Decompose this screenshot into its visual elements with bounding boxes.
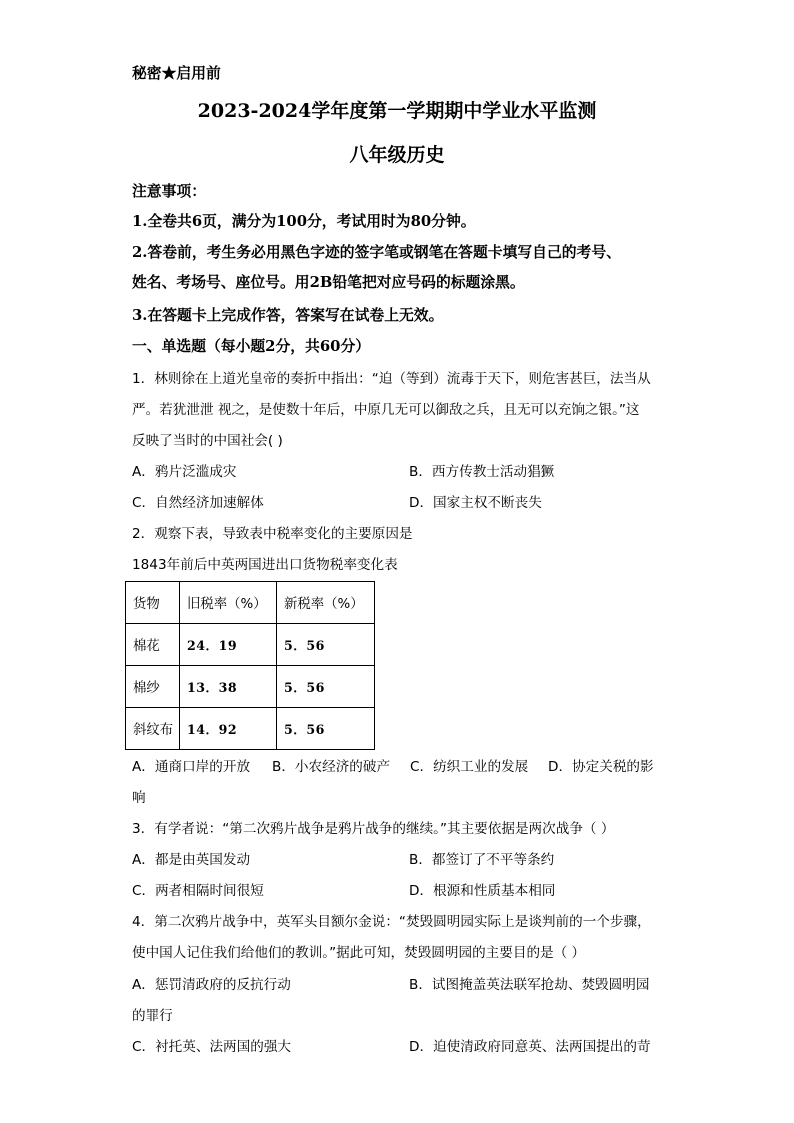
note-item-2-cont: 姓名、考场号、座位号。用2B铅笔把对应号码的标题涂黑。 <box>132 274 525 291</box>
table-row <box>126 666 375 708</box>
q4-option-a: A．惩罚清政府的反抗行动 <box>132 977 291 993</box>
q1-stem-line-2: 严。若犹泄泄 视之，是使数十年后，中原几无可以御敌之兵，且无可以充饷之银。”这 <box>132 402 640 418</box>
q2-option-d: D．协定关税的影 <box>548 759 654 775</box>
q4-stem-line-1: 4．第二次鸦片战争中，英军头目额尔金说：“焚毁圆明园实际上是谈判前的一个步骤， <box>132 914 651 930</box>
q2-stem: 2．观察下表，导致表中税率变化的主要原因是 <box>132 526 413 542</box>
note-item-2: 2.答卷前，考生务必用黑色字迹的签字笔或钢笔在答题卡填写自己的考号、 <box>132 244 621 261</box>
table-cell: 5．56 <box>277 666 375 708</box>
q2-option-a: A．通商口岸的开放 <box>132 759 251 775</box>
table-cell: 5．56 <box>277 708 375 750</box>
table-cell: 棉花 <box>126 624 180 666</box>
notes-heading: 注意事项： <box>132 183 206 200</box>
table-cell: 14．92 <box>180 708 277 750</box>
q4-option-d: D．迫使清政府同意英、法两国提出的苛 <box>409 1039 651 1055</box>
tax-rate-table <box>125 581 375 750</box>
q1-option-d: D．国家主权不断丧失 <box>409 495 542 511</box>
q4-option-b: B．试图掩盖英法联军抢劫、焚毁圆明园 <box>409 977 650 993</box>
table-caption: 1843年前后中英两国进出口货物税率变化表 <box>132 557 398 573</box>
q4-option-b-continued: 的罪行 <box>132 1008 173 1024</box>
q3-option-a: A．都是由英国发动 <box>132 852 251 868</box>
q3-stem: 3．有学者说：“第二次鸦片战争是鸦片战争的继续。”其主要依据是两次战争（ ） <box>132 821 615 837</box>
table-header-cell: 货物 <box>126 582 180 624</box>
table-header-row <box>126 582 375 624</box>
table-cell: 斜纹布 <box>126 708 180 750</box>
q1-option-b: B．西方传教士活动猖獗 <box>409 464 555 480</box>
table-cell: 棉纱 <box>126 666 180 708</box>
q1-stem-line-3: 反映了当时的中国社会( ) <box>132 433 283 449</box>
q3-option-b: B．都签订了不平等条约 <box>409 852 555 868</box>
q1-option-a: A．鸦片泛滥成灾 <box>132 464 237 480</box>
table-row <box>126 708 375 750</box>
table-header-cell: 新税率（%） <box>277 582 375 624</box>
table-cell: 24．19 <box>180 624 277 666</box>
table-header-cell: 旧税率（%） <box>180 582 277 624</box>
table-cell: 13．38 <box>180 666 277 708</box>
q4-option-c: C．衬托英、法两国的强大 <box>132 1039 292 1055</box>
q4-stem-line-2: 使中国人记住我们给他们的教训。”据此可知，焚毁圆明园的主要目的是（ ） <box>132 945 586 961</box>
exam-subtitle: 八年级历史 <box>349 144 445 166</box>
table-row <box>126 624 375 666</box>
confidential-label: 秘密★启用前 <box>132 65 221 82</box>
q1-stem-line-1: 1．林则徐在上道光皇帝的奏折中指出：“迫（等到）流毒于天下，则危害甚巨，法当从 <box>132 371 651 387</box>
exam-title: 2023-2024学年度第一学期期中学业水平监测 <box>197 100 597 122</box>
q1-option-c: C．自然经济加速解体 <box>132 495 264 511</box>
q2-option-b: B．小农经济的破产 <box>272 759 391 775</box>
q3-option-d: D．根源和性质基本相同 <box>409 883 556 899</box>
section-heading: 一、单选题（每小题2分，共60分） <box>132 338 371 355</box>
q2-option-c: C．纺织工业的发展 <box>410 759 529 775</box>
note-item-1: 1.全卷共6页，满分为100分，考试用时为80分钟。 <box>132 213 476 230</box>
q3-option-c: C．两者相隔时间很短 <box>132 883 264 899</box>
table-cell: 5．56 <box>277 624 375 666</box>
q2-option-d-continued: 响 <box>132 790 146 806</box>
note-item-3: 3.在答题卡上完成作答，答案写在试卷上无效。 <box>132 307 444 324</box>
